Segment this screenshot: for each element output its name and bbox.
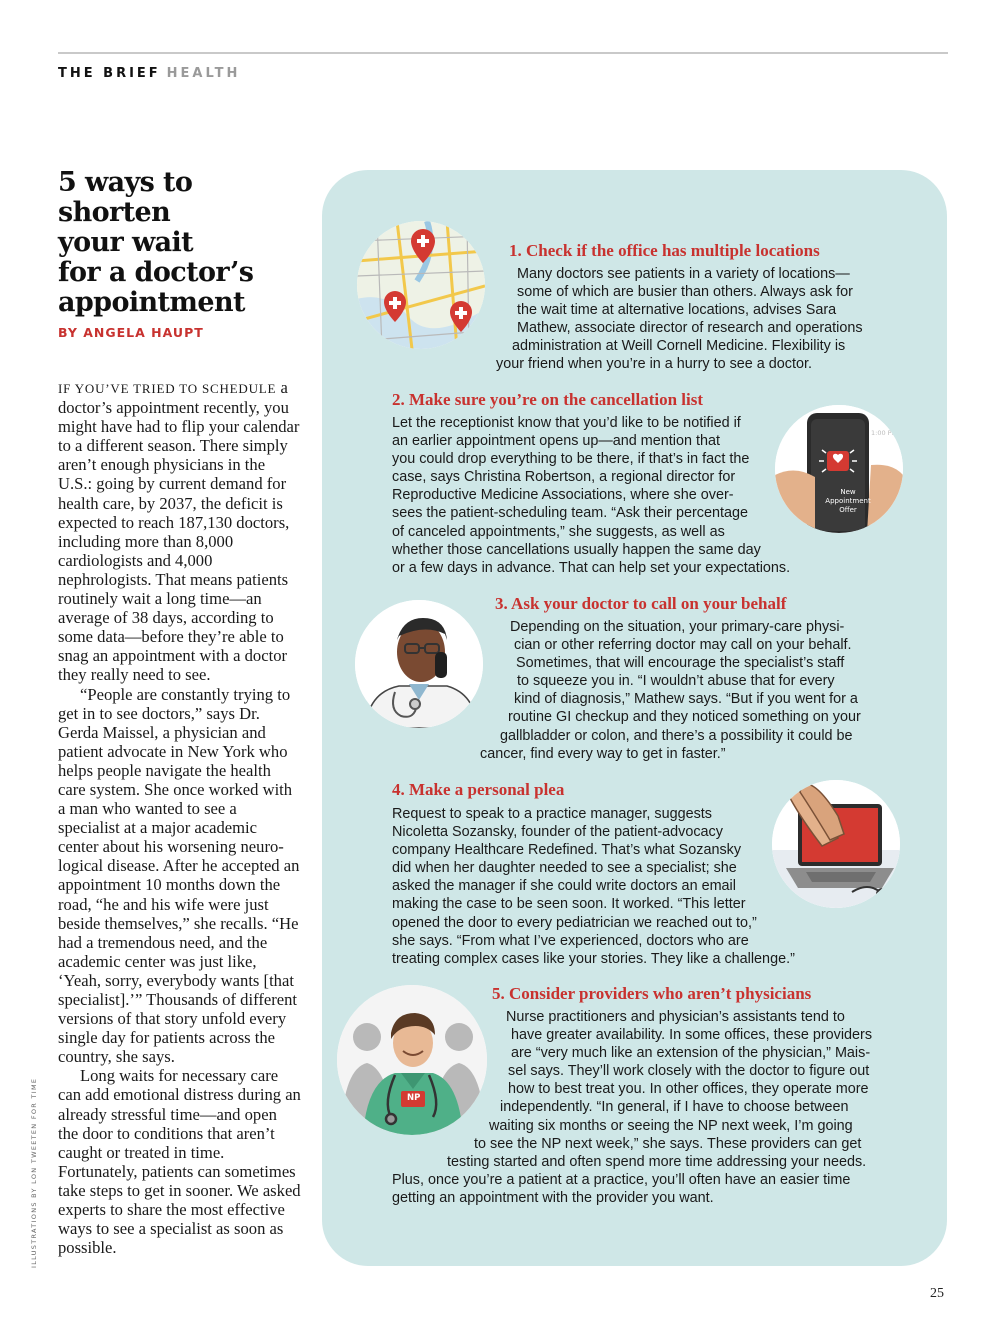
tip-line: she says. “From what I’ve experienced, doctors who are [392, 932, 749, 949]
map-pin-icon [450, 301, 472, 332]
tip-5-title: 5. Consider providers who aren’t physicians [492, 984, 812, 1003]
header-rule [58, 52, 948, 54]
tip-line: did when her daughter needed to see a specialist; she [392, 860, 737, 877]
body-paragraph [58, 378, 301, 685]
tip-line: you could drop everything to be there, if that’s in fact the [392, 451, 750, 468]
tip-line: have greater availability. In some offices, these providers [511, 1027, 873, 1044]
tip-line: an earlier appointment opens up—and mention that [392, 433, 721, 450]
section-kicker [58, 66, 240, 81]
tip-3-text [480, 618, 861, 763]
illustration-credit: ILLUSTRATIONS BY LON TWEETEN FOR TIME [30, 1077, 38, 1268]
tip-line: waiting six months or seeing the NP next week, I’m going [489, 1117, 853, 1134]
subsection-label: HEALTH [166, 66, 241, 81]
tip-line: or a few days in advance. That can help set your expectations. [392, 559, 791, 576]
tip-line: administration at Weill Cornell Medicine. Flexibility is [512, 338, 846, 355]
tip-line: Plus, once you’re a patient at a practice, you’ll often have an easier time [392, 1171, 851, 1188]
tip-line: Nicoletta Sozansky, founder of the patient-advocacy [392, 824, 723, 841]
headline-line: shorten [58, 197, 171, 228]
tip-line: cian or other referring doctor may call on your behalf. [514, 637, 852, 654]
doctor-phone-illustration [355, 600, 483, 728]
tip-line: case, says Christina Robertson, a regional director for [392, 469, 736, 486]
notification-line: New [840, 488, 856, 496]
tip-line: making the case to be seen soon. It worked. “This letter [392, 896, 746, 913]
np-badge: NP [407, 1093, 421, 1103]
map-pin-icon [384, 291, 406, 322]
tip-line: opened the door to every pediatrician we reached out to,” [392, 914, 757, 931]
tip-line: to see the NP next week,” she says. These providers can get [474, 1135, 862, 1152]
tip-line: asked the manager if she could write doctors an email [392, 878, 736, 895]
paragraph-text: a doctor’s appointment recently, you might have had to flip your calendar to a different season. There simply aren’t enough physicians in the U.S.: going by current demand for health care, by 2037, the deficit is expected to reach 187,130 doctors, including more than 8,000 cardiologists and 4,000 nephrologists. That means patients routinely wait a long time—an average of 38 days, according to some data—before they’re able to snag an appointment with a doctor they really need to see. [58, 378, 300, 685]
phone-illustration [775, 405, 903, 533]
tip-line: Depending on the situation, your primary-care physi- [510, 619, 845, 635]
tip-line: whether those cancellations usually happen the same day [392, 541, 761, 558]
headline-line: 5 ways to [58, 167, 193, 198]
headline-line: appointment [58, 287, 245, 318]
tip-2-text [392, 414, 790, 577]
tip-4-title: 4. Make a personal plea [392, 780, 565, 799]
phone-clock: 1:00 PM [871, 429, 898, 437]
tip-line: some of which are busier than others. Always ask for [517, 284, 853, 301]
page-number: 25 [930, 1286, 944, 1301]
article-body [58, 378, 301, 1257]
tip-line: independently. “In general, if I have to choose between [500, 1099, 849, 1116]
tip-line: sees the patient-scheduling team. “Ask their percentage [392, 505, 748, 522]
lead-in: IF YOU’VE TRIED TO SCHEDULE [58, 381, 277, 396]
byline: BY ANGELA HAUPT [58, 325, 204, 340]
tip-5-text [392, 1008, 872, 1207]
tip-line: Request to speak to a practice manager, suggests [392, 806, 712, 822]
tip-line: kind of diagnosis,” Mathew says. “But if you went for a [514, 691, 858, 708]
tip-line: of canceled appointments,” she suggests, as well as [392, 523, 725, 540]
tip-line: Many doctors see patients in a variety of locations— [517, 266, 850, 282]
notification-line: Offer [839, 506, 857, 514]
tip-line: are “very much like an extension of the physician,” Mais- [511, 1045, 871, 1062]
tip-line: testing started and often spend more time addressing your needs. [447, 1153, 867, 1170]
headline-line: your wait [58, 227, 194, 258]
body-paragraph: “People are constantly trying to get in to see doctors,” says Dr. Gerda Maissel, a physician and patient advocate in New York who helps people navigate the health care system. She once worked with a man who wanted to see a specialist at a major academic center about his worsening neurological disease. After he accepted an appointment 10 months down the road, “he and his wife were just beside themselves,” she recalls. “He had a tremendous need, and the academic center was just like, ‘Yeah, sorry, everybody wants [that specialist].’” Thousands of different versions of that story unfold every single day for patients across the country, she says. [58, 684, 300, 1067]
phone-notification [813, 488, 883, 515]
notification-line: Appointment [825, 497, 871, 505]
tip-line: getting an appointment with the provider you want. [392, 1189, 714, 1206]
tip-line: the wait time at alternative locations, advises Sara [517, 302, 837, 319]
tip-line: Reproductive Medicine Associations, where she over- [392, 487, 734, 504]
section-label: THE BRIEF [58, 66, 161, 81]
map-illustration [357, 221, 485, 349]
tip-4-text [392, 805, 795, 968]
tip-line: Nurse practitioners and physician’s assistants tend to [506, 1009, 845, 1025]
tip-line: company Healthcare Redefined. That’s what Sozansky [392, 842, 742, 859]
headline-line: for a doctor’s [58, 257, 254, 288]
tip-line: cancer, find every way to get in faster.” [480, 745, 726, 762]
tip-line: Mathew, associate director of research and operations [517, 320, 863, 337]
tip-line: how to best treat you. In other offices, they operate more [508, 1081, 869, 1098]
tip-line: your friend when you’re in a hurry to see a doctor. [496, 356, 812, 373]
tip-line: Let the receptionist know that you’d like to be notified if [392, 415, 741, 431]
tip-3-title: 3. Ask your doctor to call on your behalf [495, 594, 787, 613]
tip-line: treating complex cases like your stories. They like a challenge.” [392, 950, 795, 967]
tip-line: routine GI checkup and they noticed something on your [508, 709, 861, 726]
body-paragraph: Long waits for necessary care can add emotional distress during an already stressful time—and open the door to conditions that aren’t caught or treated in time. Fortunately, patients can sometimes take steps to get in sooner. We asked experts to share the most effective ways to see a specialist as soon as possible. [58, 1066, 301, 1258]
tip-2-title: 2. Make sure you’re on the cancellation list [392, 390, 704, 409]
tip-1-title: 1. Check if the office has multiple locations [509, 241, 820, 260]
tip-line: sel says. They’ll work closely with the doctor to figure out [508, 1063, 870, 1080]
tip-line: gallbladder or colon, and there’s a possibility it could be [500, 727, 853, 744]
map-pin-icon [411, 229, 435, 263]
tip-1-text [496, 265, 863, 374]
article-headline [58, 168, 308, 318]
tip-line: Sometimes, that will encourage the specialist’s staff [516, 655, 845, 672]
tip-line: to squeeze you in. “I wouldn’t abuse that for every [517, 673, 835, 690]
